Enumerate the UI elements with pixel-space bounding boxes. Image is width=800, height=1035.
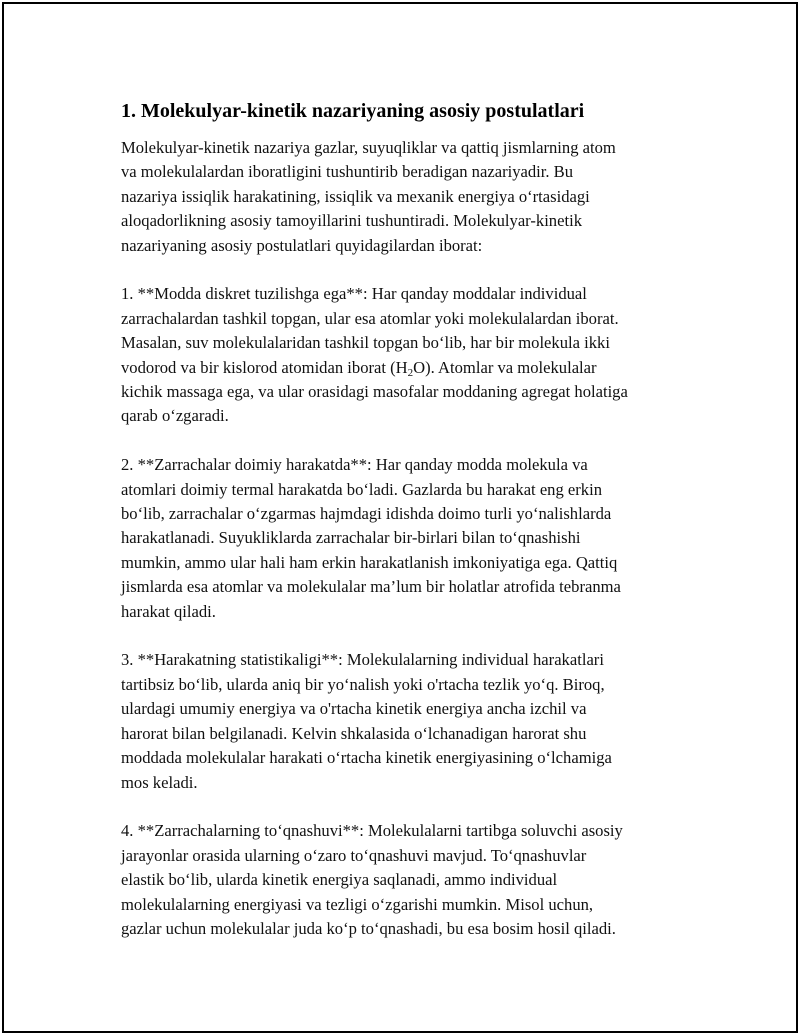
text-line: harakatlanadi. Suyukliklarda zarrachalar bir-birlari bilan to‘qnashishi <box>121 528 581 548</box>
formula-prefix-text: vodorod va bir kislorod atomidan iborat (H <box>121 357 408 377</box>
document-body <box>121 98 706 966</box>
text-line: kichik massaga ega, va ular orasidagi masofalar moddaning agregat holatiga <box>121 382 628 402</box>
text-line: 1. **Modda diskret tuzilishga ega**: Har qanday moddalar individual <box>121 284 587 304</box>
text-line: mumkin, ammo ular hali ham erkin harakatlanish imkoniyatiga ega. Qattiq <box>121 552 618 572</box>
text-line: Molekulyar-kinetik nazariya gazlar, suyuqliklar va qattiq jismlarning atom <box>121 138 616 157</box>
text-line: atomlari doimiy termal harakatda bo‘ladi. Gazlarda bu harakat eng erkin <box>121 479 603 499</box>
text-line: 4. **Zarrachalarning to‘qnashuvi**: Molekulalarni tartibga soluvchi asosiy <box>121 821 623 841</box>
text-line-formula <box>121 356 706 380</box>
formula-suffix-text: O). Atomlar va molekulalar <box>413 357 597 377</box>
text-line: aloqadorlikning asosiy tamoyillarini tushuntiradi. Molekulyar-kinetik <box>121 211 582 231</box>
text-line: nazariyaning asosiy postulatlari quyidagilardan iborat: <box>121 235 483 255</box>
text-line: bo‘lib, zarrachalar o‘zgarmas hajmdagi idishda doimo turli yo‘nalishlarda <box>121 504 612 524</box>
text-line: ulardagi umumiy energiya va o'rtacha kinetik energiya ancha izchil va <box>121 699 587 719</box>
postulate-2-paragraph <box>121 453 706 624</box>
text-line: mos keladi. <box>121 772 198 792</box>
text-line: zarrachalardan tashkil topgan, ular esa atomlar yoki molekulalardan iborat. <box>121 308 619 328</box>
document-title: 1. Molekulyar-kinetik nazariyaning asosiy postulatlari <box>121 100 585 122</box>
text-line: 3. **Harakatning statistikaligi**: Molekulalarning individual harakatlari <box>121 650 604 670</box>
text-line: Masalan, suv molekulalaridan tashkil topgan bo‘lib, har bir molekula ikki <box>121 333 610 353</box>
text-line: harorat bilan belgilanadi. Kelvin shkalasida o‘lchanadigan harorat shu <box>121 723 587 743</box>
text-line: molekulalarning energiyasi va tezligi o‘zgarishi mumkin. Misol uchun, <box>121 894 594 914</box>
water-formula-subscript: 2 <box>407 366 414 379</box>
text-line: 2. **Zarrachalar doimiy harakatda**: Har qanday modda molekula va <box>121 455 588 475</box>
text-line: qarab o‘zgaradi. <box>121 406 229 426</box>
text-line: jarayonlar orasida ularning o‘zaro to‘qnashuvi mavjud. To‘qnashuvlar <box>121 845 587 865</box>
text-line: gazlar uchun molekulalar juda ko‘p to‘qnashadi, bu esa bosim hosil qiladi. <box>121 918 616 938</box>
text-line: jismlarda esa atomlar va molekulalar ma’lum bir holatlar atrofida tebranma <box>121 577 621 597</box>
text-line: moddada molekulalar harakati o‘rtacha kinetik energiyasining o‘lchamiga <box>121 748 612 768</box>
postulate-1-paragraph <box>121 282 706 428</box>
postulate-4-paragraph <box>121 819 706 941</box>
page-frame <box>2 2 798 1033</box>
text-line: va molekulalardan iboratligini tushuntirib beradigan nazariyadir. Bu <box>121 162 574 182</box>
postulate-3-paragraph <box>121 648 706 794</box>
text-line: nazariya issiqlik harakatining, issiqlik va mexanik energiya o‘rtasidagi <box>121 186 590 206</box>
text-line: harakat qiladi. <box>121 601 216 621</box>
text-line: elastik bo‘lib, ularda kinetik energiya saqlanadi, ammo individual <box>121 870 558 890</box>
intro-paragraph <box>121 136 706 258</box>
text-line: tartibsiz bo‘lib, ularda aniq bir yo‘nalish yoki o'rtacha tezlik yo‘q. Biroq, <box>121 674 605 694</box>
